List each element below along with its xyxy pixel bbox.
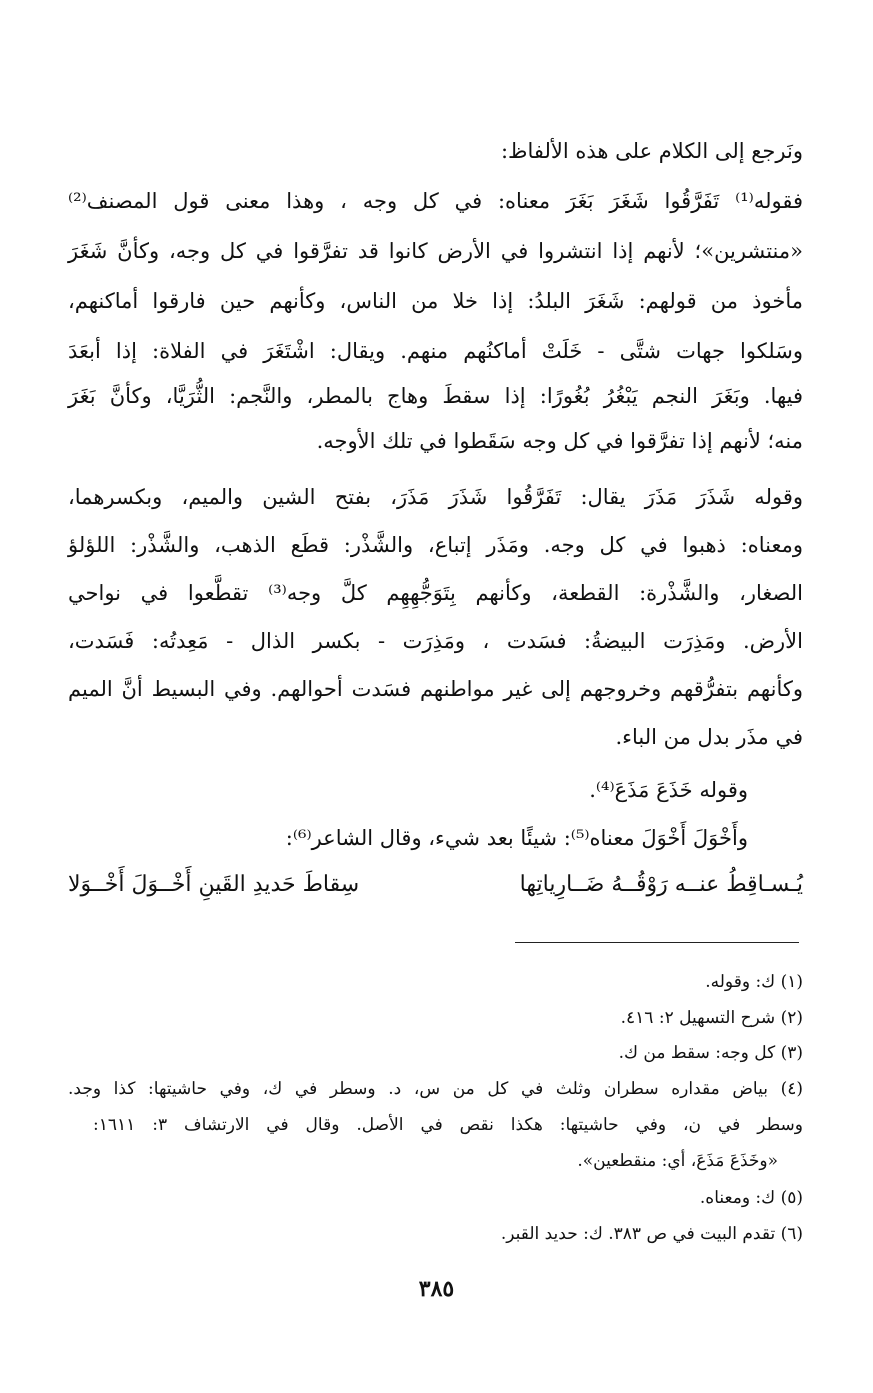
body-line-10: الصغار، والشَّذْرة: القطعة، وكأنهم بِتَوَجُّهِهِم كلَّ وجه⁽³⁾ تقطَّعوا في نواحي <box>68 581 803 605</box>
body-line-8: وقوله شَذَرَ مَذَرَ يقال: تَفَرَّقُوا شَذَرَ مَذَرَ، بفتح الشين والميم، وبكسرهما، <box>68 485 803 509</box>
footnote-4-continued: وسطر في ن، وفي حاشيتها: هكذا نقص في الأصل. وقال في الارتشاف ٣: ١٦١١: <box>93 1115 803 1135</box>
body-line-5: وسَلكوا جهات شتَّى - خَلَتْ أماكنُهم منهم. ويقال: اشْتَغَرَ في الفلاة: إذا أبعَدَ <box>68 339 803 363</box>
body-line-4: مأخوذ من قولهم: شَغَرَ البلدُ: إذا خلا من الناس، وكأنهم حين فارقوا أماكنهم، <box>68 289 803 313</box>
page-number: ٣٨٥ <box>418 1276 455 1302</box>
poetry-verse <box>68 872 803 908</box>
body-line-2: فقوله⁽¹⁾ تَفَرَّقُوا شَغَرَ بَغَرَ معناه: في كل وجه ، وهذا معنى قول المصنف⁽²⁾ <box>68 189 803 213</box>
body-line-12: وكأنهم بتفرُّقهم وخروجهم إلى غير مواطنهم فسَدت أحوالهم. وفي البسيط أنَّ الميم <box>68 677 803 701</box>
body-line-13: في مذَر بدل من الباء. <box>615 725 803 749</box>
verse-second-hemistich: سِقاطَ حَديدِ القَينِ أَخْــوَلَ أَخْــوَلا <box>68 872 360 897</box>
body-line-9: ومعناه: ذهبوا في كل وجه. ومَذَر إتباع، والشَّذْر: قطَع الذهب، والشَّذْر: اللؤلؤ <box>68 533 803 557</box>
body-line-15: وأَخْوَلَ أَخْوَلَ معناه⁽⁵⁾: شيئًا بعد شيء، وقال الشاعر⁽⁶⁾: <box>285 826 748 850</box>
footnote-1: (١) ك: وقوله. <box>705 972 803 992</box>
footnote-3: (٣) كل وجه: سقط من ك. <box>618 1043 803 1063</box>
body-line-14: وقوله خَذَعَ مَذَعَ⁽⁴⁾. <box>589 778 748 802</box>
footnote-separator <box>515 942 799 943</box>
footnote-2: (٢) شرح التسهيل ٢: ٤١٦. <box>620 1008 803 1028</box>
body-line-11: الأرض. ومَذِرَت البيضةُ: فسَدت ، ومَذِرَت - بكسر الذال - مَعِدتُه: فَسَدت، <box>68 629 803 653</box>
verse-first-hemistich: يُـسـاقِطُ عنــه رَوْقُــهُ ضَــارِياتِها <box>519 872 803 897</box>
body-line-3: «منتشرين»؛ لأنهم إذا انتشروا في الأرض كانوا قد تفرَّقوا في كل وجه، وكأنَّ شَغَرَ <box>68 239 803 263</box>
body-line-1: ونَرجع إلى الكلام على هذه الألفاظ: <box>500 139 803 163</box>
footnote-6: (٦) تقدم البيت في ص ٣٨٣. ك: حديد القبر. <box>500 1224 803 1244</box>
footnote-4-quote: «وخَذَعَ مَذَعَ، أي: منقطعين». <box>577 1151 778 1171</box>
body-line-7: منه؛ لأنهم إذا تفرَّقوا في كل وجه سَقَطوا في تلك الأوجه. <box>316 429 803 453</box>
footnote-5: (٥) ك: ومعناه. <box>699 1188 803 1208</box>
footnote-4: (٤) بياض مقداره سطران وثلث في كل من س، د. وسطر في ك، وفي حاشيتها: كذا وجد. <box>68 1079 803 1099</box>
body-line-6: فيها. وبَغَرَ النجم يَبْغُرُ بُغُورًا: إذا سقطَ وهاج بالمطر، والنَّجم: الثُّرَيَّا، وكأنَّ بَغَرَ <box>68 384 803 408</box>
